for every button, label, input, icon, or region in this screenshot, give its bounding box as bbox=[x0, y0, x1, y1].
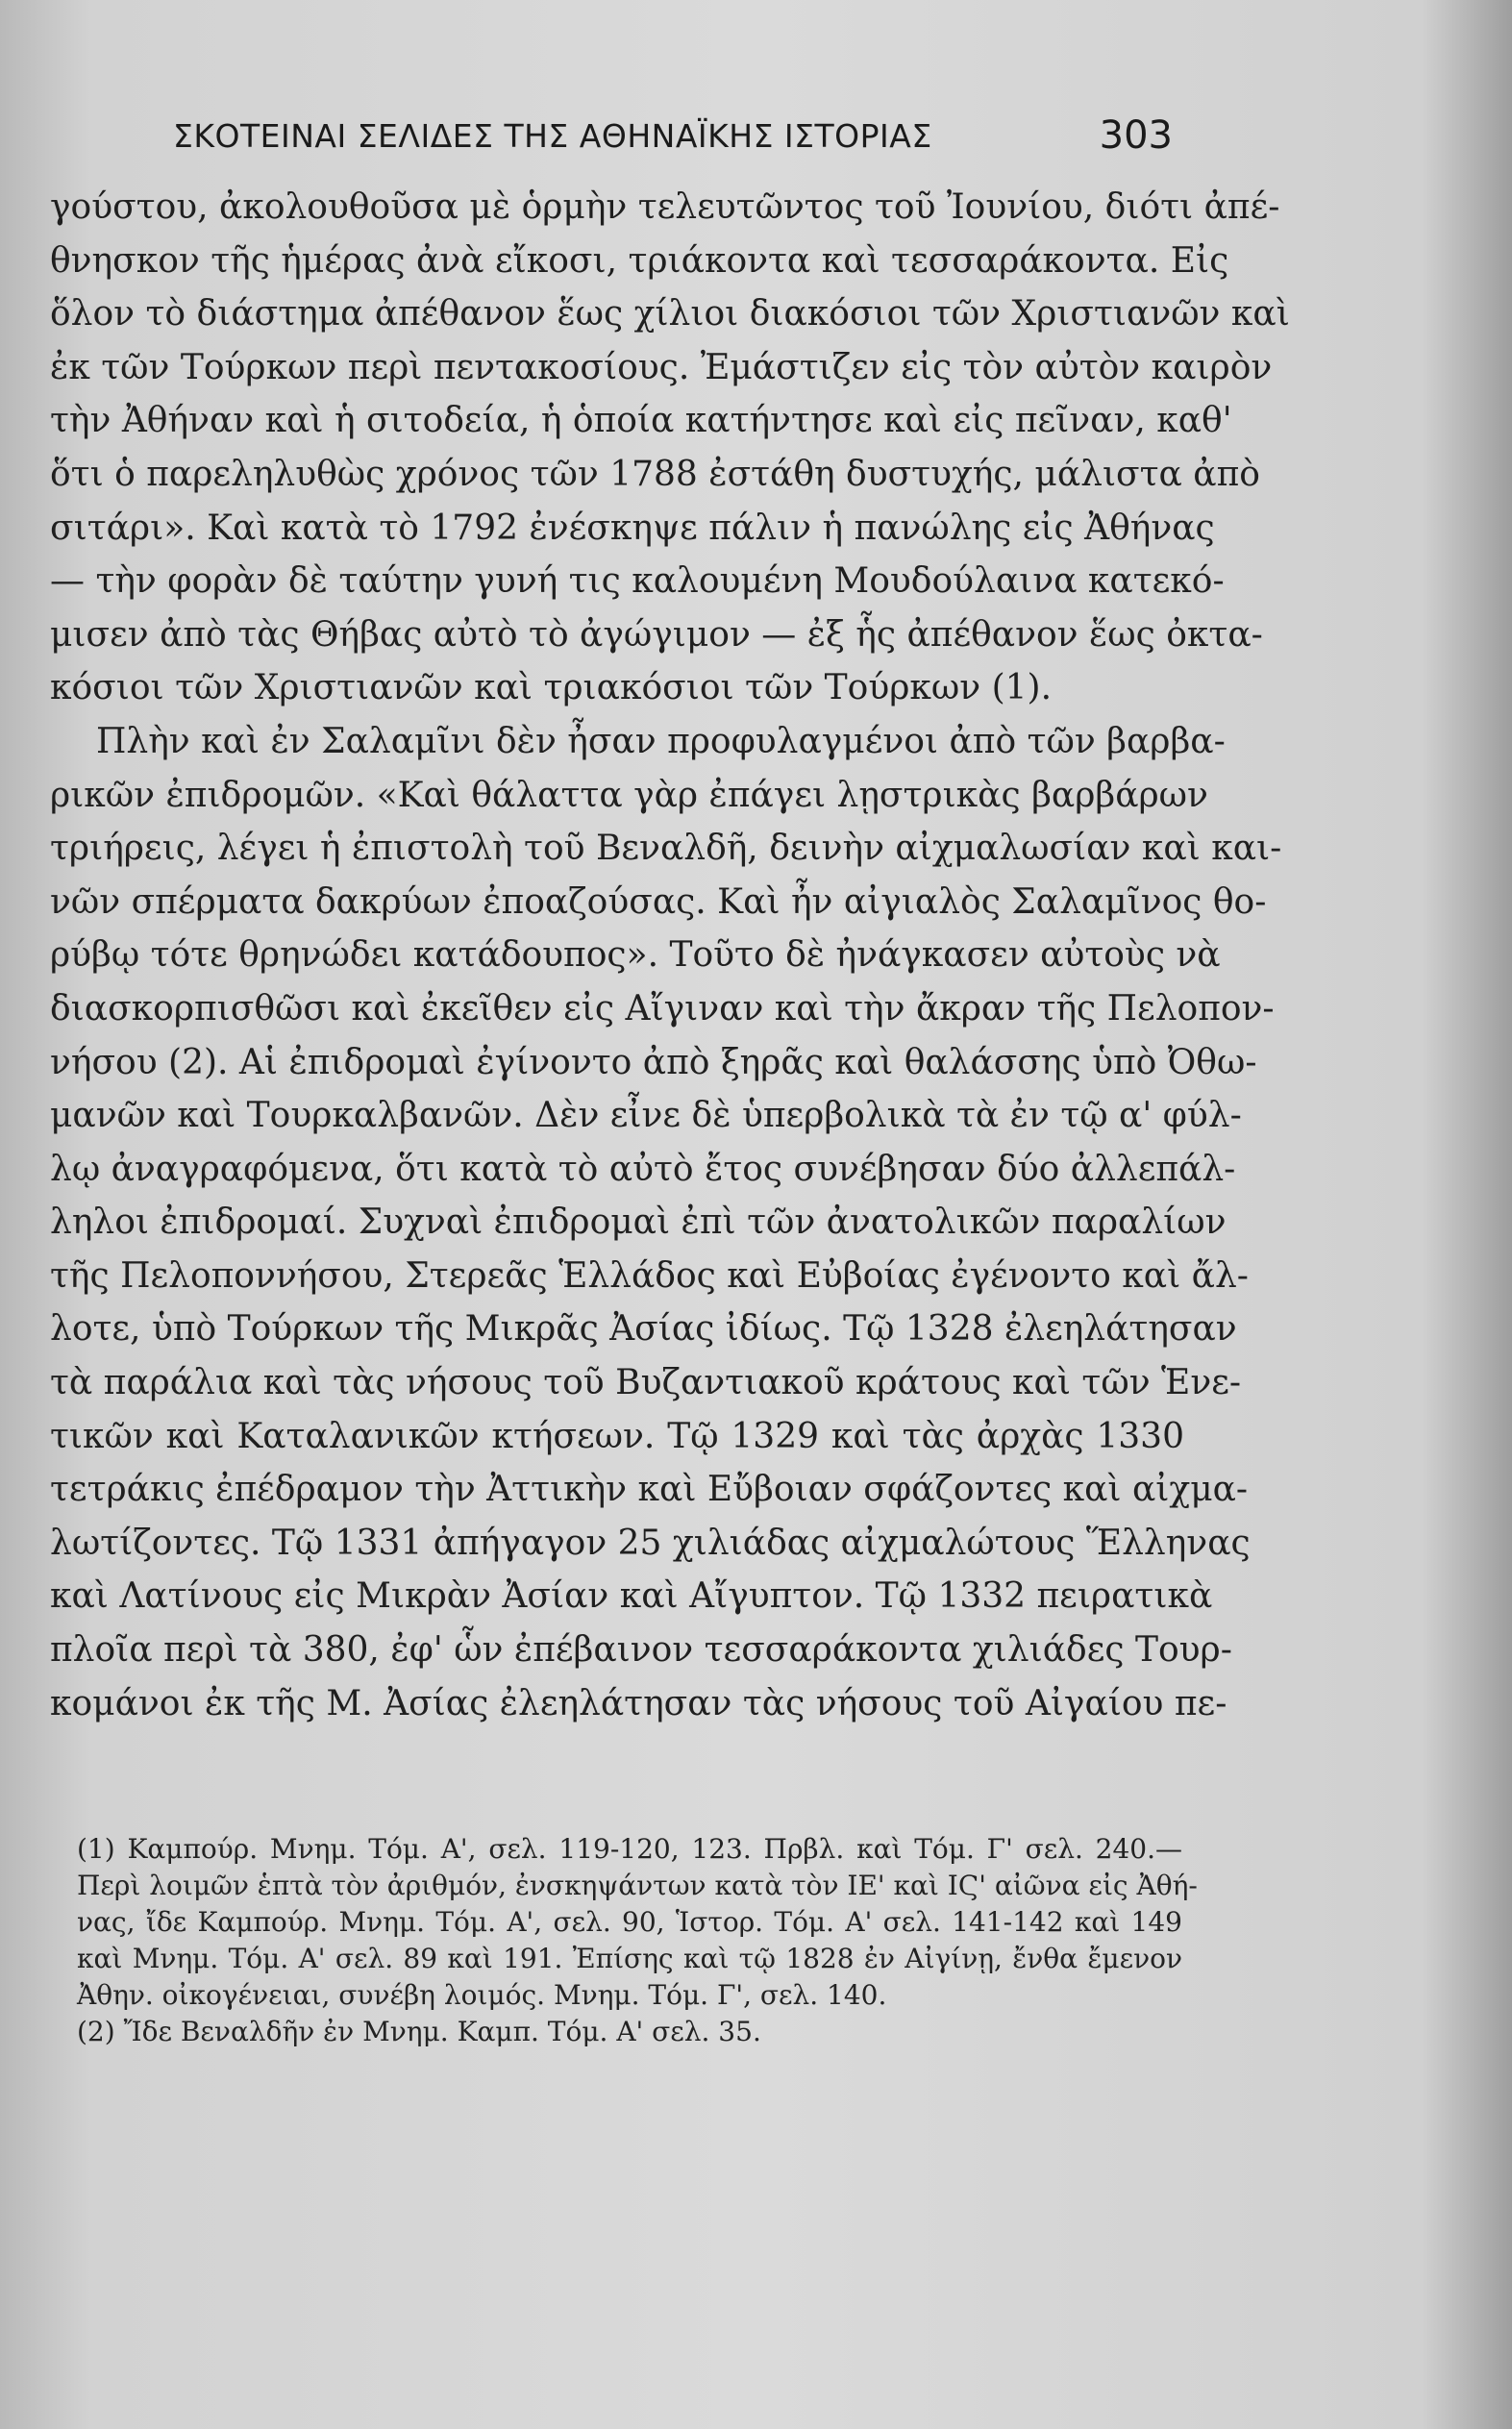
text-line: ρικῶν ἐπιδρομῶν. «Καὶ θάλαττα γὰρ ἐπάγει λῃστρικὰς βαρβάρων bbox=[50, 775, 1208, 815]
page-header bbox=[173, 113, 1173, 171]
text-line: τετράκις ἐπέδραμον τὴν Ἀττικὴν καὶ Εὔβοιαν σφάζοντες καὶ αἰχμα- bbox=[50, 1470, 1249, 1510]
text-line: κομάνοι ἐκ τῆς Μ. Ἀσίας ἐλεηλάτησαν τὰς νήσους τοῦ Αἰγαίου πε- bbox=[50, 1683, 1227, 1723]
text-line: τὴν Ἀθήναν καὶ ἡ σιτοδεία, ἡ ὁποία κατήντησε καὶ εἰς πεῖναν, καθ' bbox=[50, 401, 1232, 441]
footnote-line: Περὶ λοιμῶν ἑπτὰ τὸν ἀριθμόν, ἐνσκηψάντων κατὰ τὸν ΙΕ' καὶ ΙϚ' αἰῶνα εἰς Ἀθή- bbox=[77, 1870, 1198, 1901]
text-line: καὶ Λατίνους εἰς Μικρὰν Ἀσίαν καὶ Αἴγυπτον. Τῷ 1332 πειρατικὰ bbox=[50, 1576, 1213, 1617]
text-line: λοτε, ὑπὸ Τούρκων τῆς Μικρᾶς Ἀσίας ἰδίως. Τῷ 1328 ἐλεηλάτησαν bbox=[50, 1309, 1237, 1350]
footnote-line: καὶ Μνημ. Τόμ. Α' σελ. 89 καὶ 191. Ἐπίσης καὶ τῷ 1828 ἐν Αἰγίνῃ, ἔνθα ἔμενον bbox=[77, 1943, 1182, 1974]
footnote-line: (2) Ἴδε Βεναλδῆν ἐν Μνημ. Καμπ. Τόμ. Α' σελ. 35. bbox=[77, 2016, 761, 2047]
text-line: ἐκ τῶν Τούρκων περὶ πεντακοσίους. Ἐμάστιζεν εἰς τὸν αὐτὸν καιρὸν bbox=[50, 347, 1273, 387]
text-line: γούστου, ἀκολουθοῦσα μὲ ὁρμὴν τελευτῶντος τοῦ Ἰουνίου, διότι ἀπέ- bbox=[50, 187, 1280, 227]
text-line: τῆς Πελοποννήσου, Στερεᾶς Ἑλλάδος καὶ Εὐβοίας ἐγένοντο καὶ ἄλ- bbox=[50, 1255, 1249, 1296]
text-line: τὰ παράλια καὶ τὰς νήσους τοῦ Βυζαντιακοῦ κράτους καὶ τῶν Ἑνε- bbox=[50, 1363, 1242, 1403]
text-line: σιτάρι». Καὶ κατὰ τὸ 1792 ἐνέσκηψε πάλιν ἡ πανώλης εἰς Ἀθήνας bbox=[50, 508, 1215, 548]
text-line: νήσου (2). Αἱ ἐπιδρομαὶ ἐγίνοντο ἀπὸ ξηρᾶς καὶ θαλάσσης ὑπὸ Ὀθω- bbox=[50, 1042, 1257, 1082]
text-line: τικῶν καὶ Καταλανικῶν κτήσεων. Τῷ 1329 καὶ τὰς ἀρχὰς 1330 bbox=[50, 1416, 1184, 1456]
text-line: ρύβῳ τότε θρηνώδει κατάδουπος». Τοῦτο δὲ ἠνάγκασεν αὐτοὺς νὰ bbox=[50, 935, 1221, 976]
footnote-line: Ἀθην. οἰκογένειαι, συνέβη λοιμός. Μνημ. Τόμ. Γ', σελ. 140. bbox=[77, 1979, 887, 2011]
text-line: μανῶν καὶ Τουρκαλβανῶν. Δὲν εἶνε δὲ ὑπερβολικὰ τὰ ἐν τῷ α' φύλ- bbox=[50, 1096, 1242, 1136]
text-line: πλοῖα περὶ τὰ 380, ἐφ' ὧν ἐπέβαινον τεσσαράκοντα χιλιάδες Τουρ- bbox=[50, 1630, 1232, 1671]
text-line: ληλοι ἐπιδρομαί. Συχναὶ ἐπιδρομαὶ ἐπὶ τῶν ἀνατολικῶν παραλίων bbox=[50, 1202, 1227, 1243]
text-line: — τὴν φορὰν δὲ ταύτην γυνή τις καλουμένη Μουδούλαινα κατεκό- bbox=[50, 561, 1225, 602]
footnote-line: νας, ἴδε Καμπούρ. Μνημ. Τόμ. Α', σελ. 90, Ἱστορ. Τόμ. Α' σελ. 141-142 καὶ 149 bbox=[77, 1906, 1182, 1938]
text-line: Πλὴν καὶ ἐν Σαλαμῖνι δὲν ἦσαν προφυλαγμένοι ἀπὸ τῶν βαρβα- bbox=[96, 721, 1226, 761]
text-line: κόσιοι τῶν Χριστιανῶν καὶ τριακόσιοι τῶν Τούρκων (1). bbox=[50, 668, 1053, 708]
text-line: ὅτι ὁ παρεληλυθὼς χρόνος τῶν 1788 ἐστάθη δυστυχής, μάλιστα ἀπὸ bbox=[50, 454, 1260, 494]
running-title: ΣΚΟΤΕΙΝΑΙ ΣΕΛΙΔΕΣ ΤΗΣ ΑΘΗΝΑΪΚΗΣ ΙΣΤΟΡΙΑΣ bbox=[173, 117, 932, 155]
footnote-line: (1) Καμπούρ. Μνημ. Τόμ. Α', σελ. 119-120, 123. Πρβλ. καὶ Τόμ. Γ' σελ. 240.— bbox=[77, 1833, 1182, 1865]
text-line: νῶν σπέρματα δακρύων ἐποαζούσας. Καὶ ἦν αἰγιαλὸς Σαλαμῖνος θο- bbox=[50, 881, 1267, 922]
page-number: 303 bbox=[1099, 113, 1173, 158]
text-line: μισεν ἀπὸ τὰς Θήβας αὐτὸ τὸ ἀγώγιμον — ἐξ ἧς ἀπέθανον ἕως ὀκτα- bbox=[50, 614, 1263, 655]
footnotes bbox=[77, 1831, 1198, 2050]
text-line: τριήρεις, λέγει ἡ ἐπιστολὴ τοῦ Βεναλδῆ, δεινὴν αἰχμαλωσίαν καὶ και- bbox=[50, 829, 1282, 869]
text-line: θνησκον τῆς ἡμέρας ἀνὰ εἴκοσι, τριάκοντα καὶ τεσσαράκοντα. Εἰς bbox=[50, 240, 1229, 281]
text-line: λῳ ἀναγραφόμενα, ὅτι κατὰ τὸ αὐτὸ ἔτος συνέβησαν δύο ἀλλεπάλ- bbox=[50, 1149, 1236, 1189]
text-line: διασκορπισθῶσι καὶ ἐκεῖθεν εἰς Αἴγιναν καὶ τὴν ἄκραν τῆς Πελοπον- bbox=[50, 988, 1275, 1029]
text-line: ὅλον τὸ διάστημα ἀπέθανον ἕως χίλιοι διακόσιοι τῶν Χριστιανῶν καὶ bbox=[50, 294, 1290, 335]
main-text bbox=[50, 181, 1290, 1730]
text-line: λωτίζοντες. Τῷ 1331 ἀπήγαγον 25 χιλιάδας αἰχμαλώτους Ἕλληνας bbox=[50, 1523, 1251, 1563]
